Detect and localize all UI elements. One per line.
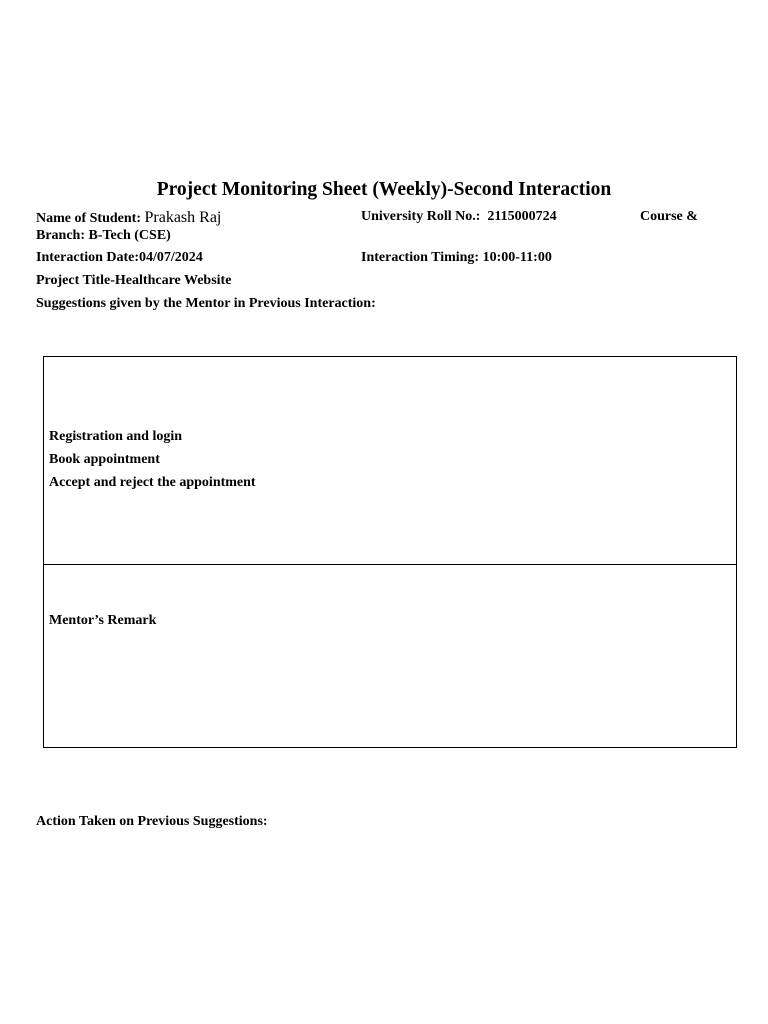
page-title: Project Monitoring Sheet (Weekly)-Second Interaction [156, 179, 612, 200]
interaction-timing-label: Interaction Timing: [361, 250, 480, 265]
action-taken-heading: Action Taken on Previous Suggestions: [36, 814, 268, 829]
suggestions-box [43, 356, 737, 565]
branch-value: B-Tech (CSE) [88, 228, 171, 243]
branch-line [36, 228, 171, 244]
roll-number-value: 2115000724 [487, 209, 557, 224]
student-name-label: Name of Student: [36, 211, 141, 226]
interaction-timing-value: 10:00-11:00 [482, 250, 552, 265]
interaction-timing-line [361, 250, 552, 266]
roll-number-line [361, 209, 557, 225]
roll-number-label: University Roll No.: [361, 209, 481, 224]
student-name-value: Prakash Raj [144, 209, 222, 226]
student-name-line [36, 209, 221, 227]
branch-label: Branch: [36, 228, 85, 243]
suggestion-item: Accept and reject the appointment [49, 475, 256, 490]
mentor-remark-label: Mentor’s Remark [49, 613, 157, 628]
suggestion-item: Book appointment [49, 452, 160, 467]
mentor-remark-box [43, 564, 737, 748]
course-label: Course & [640, 209, 698, 224]
suggestion-item: Registration and login [49, 429, 183, 444]
interaction-date: Interaction Date:04/07/2024 [36, 250, 203, 265]
project-title: Project Title-Healthcare Website [36, 273, 232, 288]
suggestions-heading: Suggestions given by the Mentor in Previous Interaction: [36, 296, 376, 311]
